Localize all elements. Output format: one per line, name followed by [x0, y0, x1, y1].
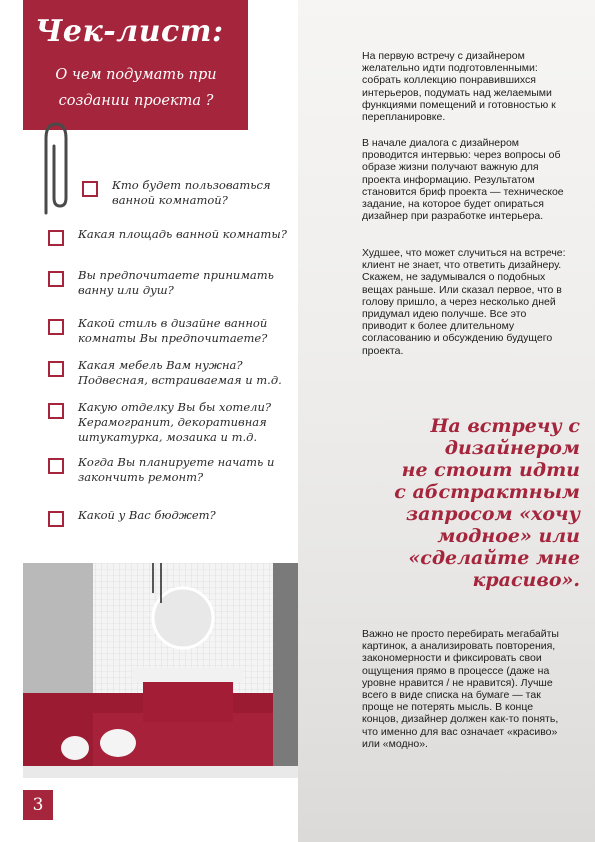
paragraph-intro: На первую встречу с дизайнером желательно идти подготовленными: собрать коллекцию понравившихся интерьеров, подумать над желаемыми функциями помещений и готовностью к перепланировке. [362, 50, 556, 124]
checklist-text: Какой у Вас бюджет? [78, 508, 216, 522]
checkbox[interactable] [48, 403, 64, 419]
checkbox[interactable] [48, 511, 64, 527]
checklist-text: Какую отделку Вы бы хотели? Керамогранит, декоративная штукатурка, мозаика и т.д. [78, 400, 272, 444]
subtitle-line: О чем подумать при [55, 67, 217, 83]
checkbox[interactable] [48, 271, 64, 287]
checklist-text: Вы предпочитаете принимать ванну или душ? [78, 268, 274, 297]
page-title: Чек-лист: [35, 14, 224, 49]
checkbox[interactable] [48, 361, 64, 377]
checkbox[interactable] [48, 458, 64, 474]
bathroom-photo [23, 563, 298, 778]
checkbox[interactable] [48, 319, 64, 335]
page-subtitle [31, 62, 241, 114]
checklist-text: Какой стиль в дизайне ванной комнаты Вы предпочитаете? [78, 316, 268, 345]
checkbox[interactable] [82, 181, 98, 197]
page-number: 3 [23, 790, 53, 820]
paragraph-analysis: Важно не просто перебирать мегабайты картинок, а анализировать повторения, закономерности и фиксировать свои ощущения прямо в процессе (даже на уровне нравится / не нравится). Лучше всего в виде списка на бумаге — так проще не потерять мысль. В конце концов, дизайнер должен как-то понять, что именно для вас означает «красиво» или «модно». [362, 628, 559, 750]
pull-quote: На встречу с дизайнером не стоит идти с абстрактным запросом «хочу модное» или «сделайте мне красиво». [394, 415, 580, 591]
checklist-text: Кто будет пользоваться ванной комнатой? [112, 178, 271, 207]
paperclip-icon [36, 118, 72, 218]
header-block [23, 0, 248, 130]
paragraph-interview: В начале диалога с дизайнером проводится интервью: через вопросы об образе жизни получают важную для проекта информацию. Результатом становится бриф проекта — техническое задание, на которое будет опираться дизайнер при разработке интерьера. [362, 137, 564, 223]
checklist-text: Какая площадь ванной комнаты? [78, 227, 287, 241]
checklist-text: Какая мебель Вам нужна? Подвесная, встраиваемая и т.д. [78, 358, 282, 387]
checklist-text: Когда Вы планируете начать и закончить ремонт? [78, 455, 275, 484]
subtitle-line: создании проекта ? [58, 93, 214, 109]
checkbox[interactable] [48, 230, 64, 246]
paragraph-worst-case: Худшее, что может случиться на встрече: клиент не знает, что ответить дизайнеру. Скажем, не задумывался о подобных вещах раньше. Или сказал первое, что в голову пришло, а через несколько дней придумал идею получше. Все это приводит к более длительному согласованию и обсуждению будущего проекта. [362, 247, 566, 357]
